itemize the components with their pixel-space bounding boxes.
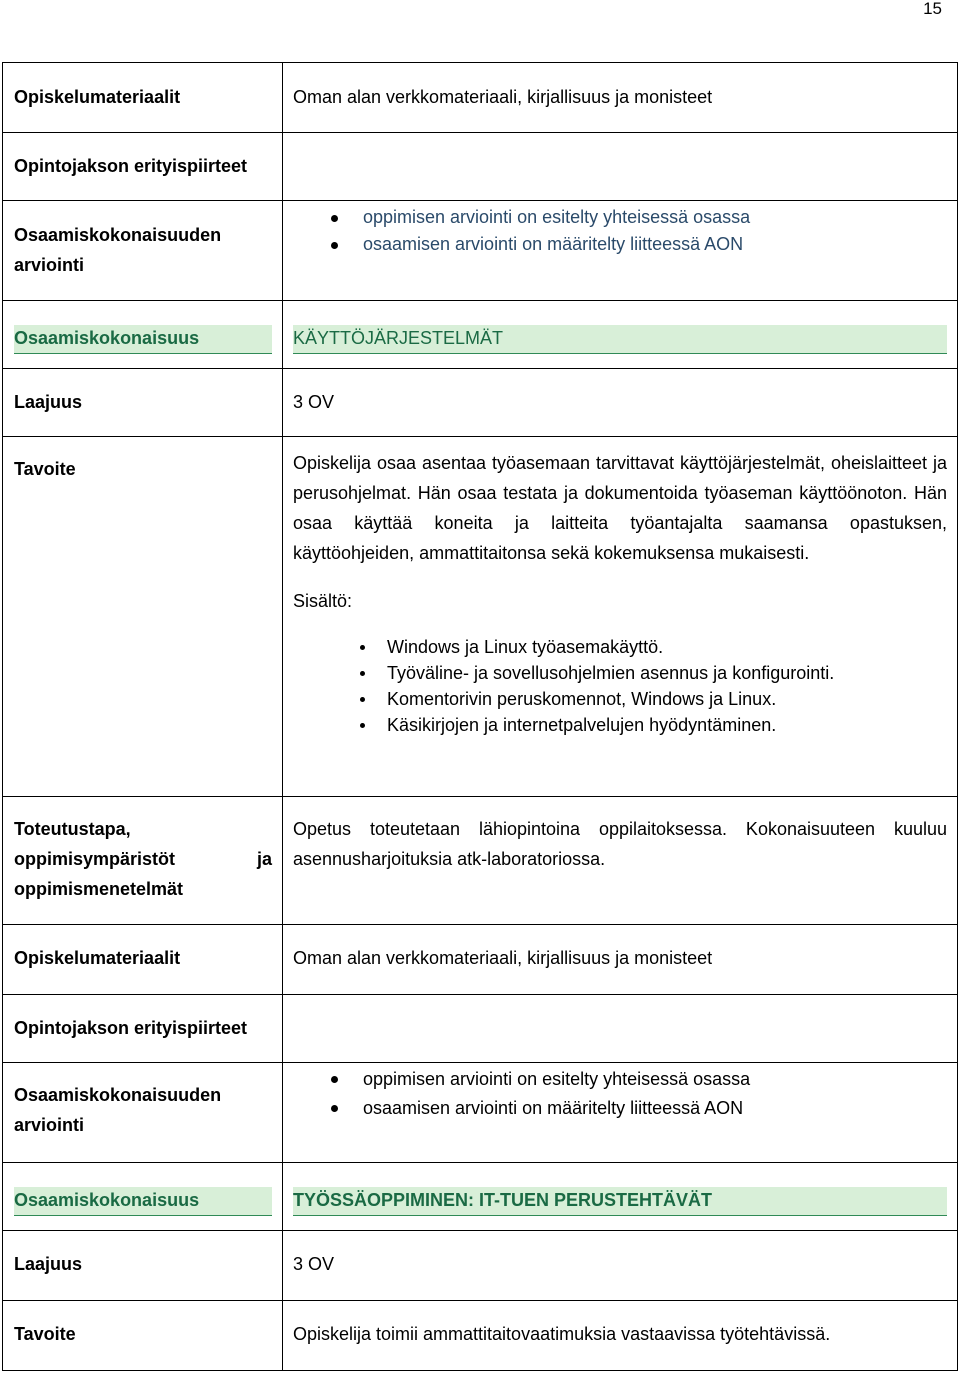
row-label: Toteutustapa,: [14, 819, 131, 839]
sisalto-label: Sisältö:: [293, 591, 353, 611]
list-item: oppimisen arviointi on esitelty yhteisessä osassa: [331, 204, 947, 231]
tavoite-paragraph: Opiskelija osaa asentaa työasemaan tarvittavat käyttöjärjestelmät, oheislaitteet ja perusohjelmat. Hän osaa testata ja dokumentoida työaseman käyttöönoton. Hän osaa käyttää koneita ja laitteita työantajalta saamansa opastuksen, käyttöohjeiden, ammattitaitonsa sekä kokemuksensa mukaisesti.: [293, 453, 947, 563]
row-value: 3 OV: [293, 1254, 335, 1274]
table-row: [3, 995, 958, 1063]
row-label: Osaamiskokonaisuuden: [14, 1085, 222, 1105]
arviointi-list: [293, 204, 947, 258]
row-label: Tavoite: [14, 1324, 76, 1344]
row-label: Opiskelumateriaalit: [14, 87, 181, 107]
list-item: osaamisen arviointi on määritelty liitteessä AON: [331, 231, 947, 258]
row-label: arviointi: [14, 255, 85, 275]
row-value: 3 OV: [293, 392, 335, 412]
table-row: [3, 1163, 958, 1231]
table-row: [3, 201, 958, 301]
table-row: [3, 1231, 958, 1301]
row-label: Opintojakson erityispiirteet: [14, 156, 248, 176]
row-label: oppimisympäristöt: [14, 849, 176, 869]
sisalto-list: [293, 634, 947, 738]
row-label: Osaamiskokonaisuus: [14, 1187, 272, 1216]
table-row: [3, 63, 958, 133]
section-title: KÄYTTÖJÄRJESTELMÄT: [293, 325, 947, 354]
row-label: Osaamiskokonaisuuden: [14, 225, 222, 245]
curriculum-table: [2, 62, 958, 1371]
row-label: Laajuus: [14, 392, 83, 412]
row-value: Opetus toteutetaan lähiopintoina oppilaitoksessa. Kokonaisuuteen kuuluu asennusharjoituksia atk-laboratoriossa.: [293, 819, 947, 869]
row-label: Laajuus: [14, 1254, 83, 1274]
row-label: Osaamiskokonaisuus: [14, 325, 272, 354]
table-row: [3, 925, 958, 995]
list-item: Windows ja Linux työasemakäyttö.: [354, 634, 947, 660]
list-item: oppimisen arviointi on esitelty yhteisessä osassa: [331, 1065, 947, 1094]
table-row: [3, 133, 958, 201]
row-label: Tavoite: [14, 459, 76, 479]
row-label: ja: [256, 849, 272, 869]
table-row: [3, 437, 958, 797]
empty-cell: [283, 995, 958, 1063]
table-row: [3, 1301, 958, 1371]
table-row: [3, 797, 958, 925]
arviointi-list: [293, 1065, 947, 1123]
list-item: Komentorivin peruskomennot, Windows ja Linux.: [354, 686, 947, 712]
page-number: 15: [923, 0, 942, 18]
table-row: [3, 1063, 958, 1163]
row-label: oppimismenetelmät: [14, 879, 184, 899]
row-label: Opiskelumateriaalit: [14, 948, 181, 968]
section-title: TYÖSSÄOPPIMINEN: IT-TUEN PERUSTEHTÄVÄT: [293, 1187, 947, 1216]
list-item: Käsikirjojen ja internetpalvelujen hyödyntäminen.: [354, 712, 947, 738]
table-row: [3, 369, 958, 437]
row-value: Oman alan verkkomateriaali, kirjallisuus ja monisteet: [293, 87, 713, 107]
row-value: Oman alan verkkomateriaali, kirjallisuus ja monisteet: [293, 948, 713, 968]
list-item: Työväline- ja sovellusohjelmien asennus ja konfigurointi.: [354, 660, 947, 686]
row-label: arviointi: [14, 1115, 85, 1135]
list-item: osaamisen arviointi on määritelty liitteessä AON: [331, 1094, 947, 1123]
table-row: [3, 301, 958, 369]
row-value: Opiskelija toimii ammattitaitovaatimuksia vastaavissa työtehtävissä.: [293, 1324, 831, 1344]
row-label: Opintojakson erityispiirteet: [14, 1018, 248, 1038]
empty-cell: [283, 133, 958, 201]
